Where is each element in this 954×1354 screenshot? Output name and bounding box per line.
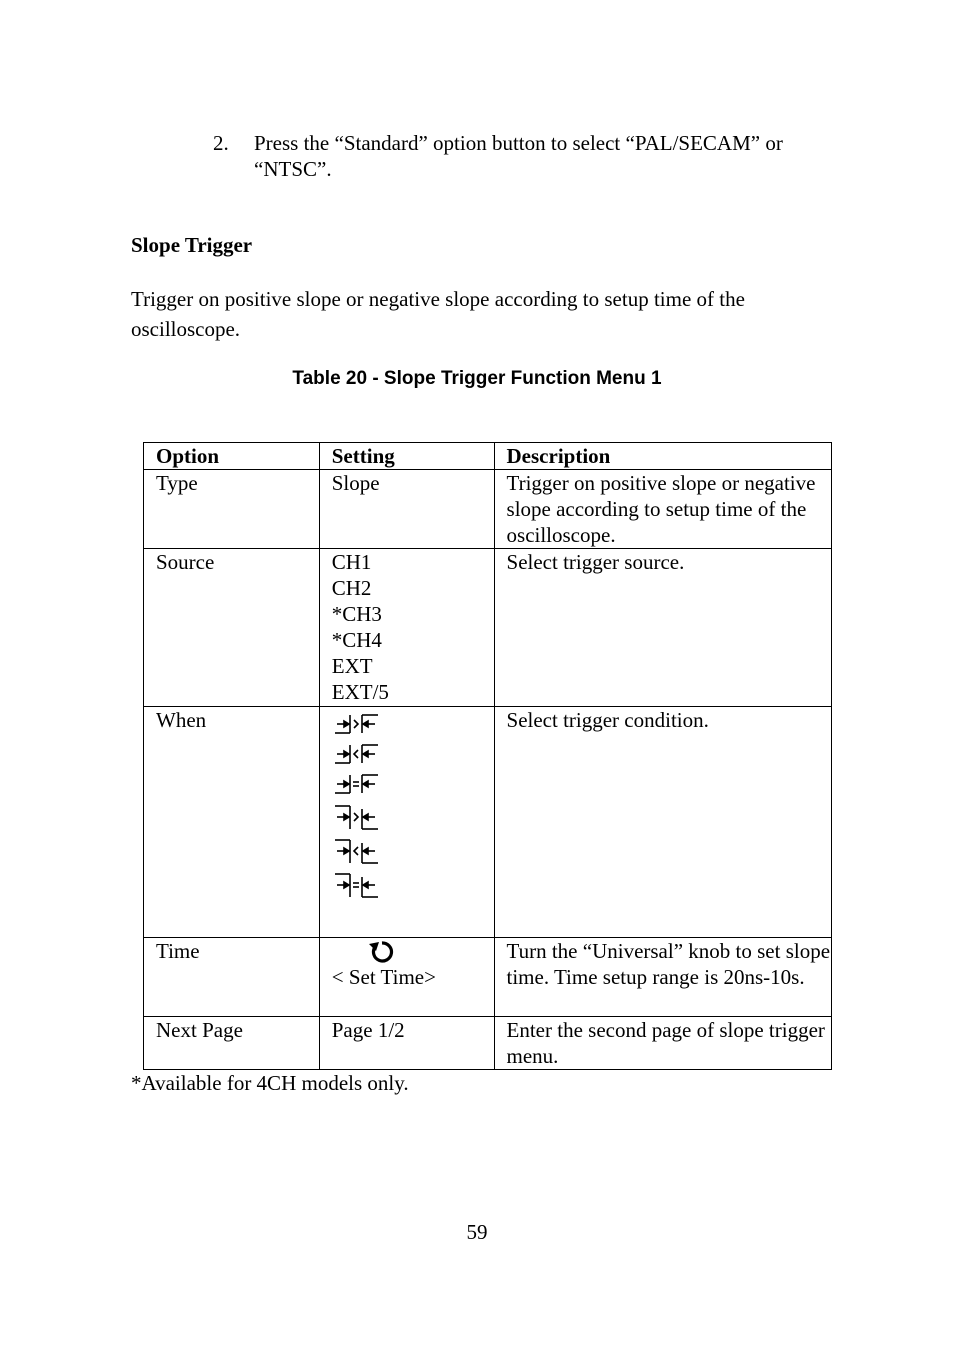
intro-paragraph: Trigger on positive slope or negative slope according to setup time of the oscilloscope. <box>131 287 745 341</box>
section-heading: Slope Trigger <box>131 233 253 257</box>
setting-value: EXT <box>331 654 373 678</box>
setting-value: EXT/5 <box>331 680 389 704</box>
cell-setting <box>319 707 494 938</box>
setting-value: CH2 <box>331 576 372 600</box>
header-option: Option <box>144 443 320 470</box>
table-caption: Table 20 - Slope Trigger Function Menu 1 <box>292 368 662 389</box>
setting-value: *CH3 <box>331 602 382 626</box>
setting-value: CH1 <box>331 550 372 574</box>
cell-description: Trigger on positive slope or negative slope according to setup time of the oscilloscope. <box>494 470 831 549</box>
setting-value: < Set Time> <box>331 965 436 989</box>
cell-description: Enter the second page of slope trigger menu. <box>494 1017 831 1070</box>
cell-description: Select trigger source. <box>494 549 831 707</box>
footnote: *Available for 4CH models only. <box>131 1071 409 1095</box>
cell-setting <box>319 549 494 707</box>
step-text: Press the “Standard” option button to select “PAL/SECAM” or “NTSC”. <box>254 131 783 181</box>
header-setting: Setting <box>319 443 494 470</box>
falling-less-icon <box>332 835 402 869</box>
table-row <box>144 470 832 549</box>
cell-option: Time <box>144 938 320 1017</box>
step-number: 2. <box>213 131 229 155</box>
falling-greater-icon <box>332 801 402 835</box>
table-row <box>144 549 832 707</box>
cell-setting <box>319 470 494 549</box>
cell-description: Select trigger condition. <box>494 707 831 938</box>
table-row <box>144 938 832 1017</box>
cell-setting <box>319 1017 494 1070</box>
cell-description: Turn the “Universal” knob to set slope time. Time setup range is 20ns-10s. <box>494 938 831 1017</box>
cell-option: When <box>144 707 320 938</box>
rising-equal-icon <box>332 771 402 799</box>
setting-value: *CH4 <box>331 628 382 652</box>
slope-trigger-table <box>143 442 832 1070</box>
cell-option: Next Page <box>144 1017 320 1070</box>
falling-equal-icon <box>332 869 402 903</box>
rising-less-icon <box>332 741 402 769</box>
setting-value: Slope <box>331 471 380 495</box>
cell-setting <box>319 938 494 1017</box>
setting-value: Page 1/2 <box>331 1018 405 1042</box>
table-header-row <box>144 443 832 470</box>
page-number: 59 <box>466 1220 488 1244</box>
table-row <box>144 707 832 938</box>
rising-greater-icon <box>332 711 402 739</box>
table-row <box>144 1017 832 1070</box>
cell-option: Type <box>144 470 320 549</box>
cell-option: Source <box>144 549 320 707</box>
header-description: Description <box>494 443 831 470</box>
universal-knob-icon <box>366 940 398 964</box>
